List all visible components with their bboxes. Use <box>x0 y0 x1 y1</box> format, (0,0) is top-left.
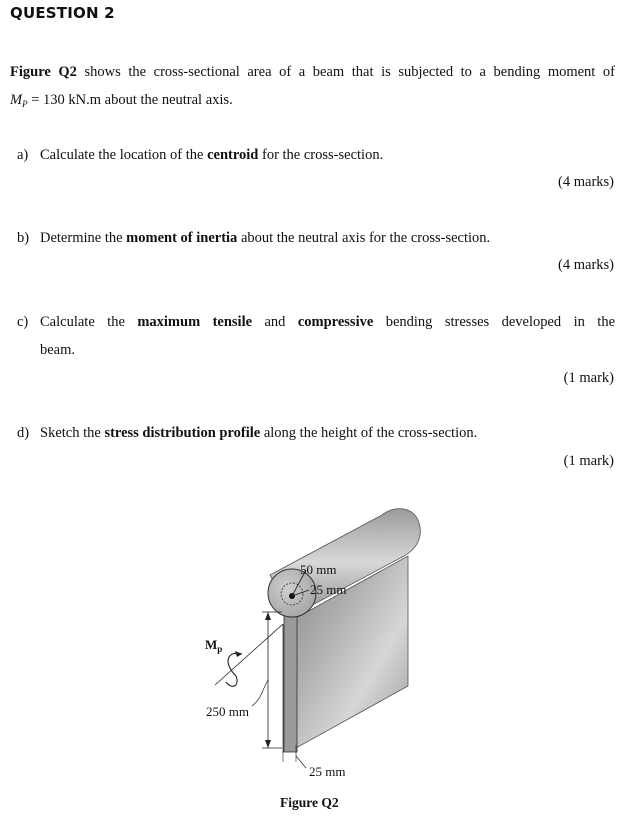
part-a-letter: a) <box>17 147 29 163</box>
part-a-text: Calculate the location of the centroid for the cross-section. <box>40 147 384 163</box>
height-leader <box>252 680 268 706</box>
dim-thickness-label: 25 mm <box>309 764 346 779</box>
part-c-marks: (1 mark) <box>563 370 614 386</box>
part-c-text-2: beam. <box>40 342 76 358</box>
part-d-marks: (1 mark) <box>563 453 614 469</box>
figure-caption: Figure Q2 <box>280 795 339 810</box>
part-b-marks: (4 marks) <box>558 257 614 273</box>
part-c-letter: c) <box>17 314 29 330</box>
height-arrow-top <box>265 612 271 620</box>
question-heading: QUESTION 2 <box>10 4 115 22</box>
intro-text-1: shows the cross-sectional area of a beam that is subjected to a bending moment of <box>76 64 615 80</box>
moment-axis <box>215 624 283 685</box>
mp-subscript: P <box>22 99 28 109</box>
moment-arrow <box>226 653 242 686</box>
moment-arrowhead <box>235 651 242 657</box>
plate-end-face <box>284 606 297 752</box>
intro-text-2: = 130 kN.m about the neutral axis. <box>27 92 233 108</box>
height-arrow-bottom <box>265 740 271 748</box>
part-b-text: Determine the moment of inertia about the neutral axis for the cross-section. <box>40 230 491 246</box>
part-d-text: Sketch the stress distribution profile along the height of the cross-section. <box>40 425 478 441</box>
part-b-keyword: moment of inertia <box>126 230 238 246</box>
part-c-text: Calculate the maximum tensile and compressive bending stresses developed in the <box>40 314 616 330</box>
mp-symbol: M <box>10 92 23 108</box>
part-a-keyword: centroid <box>207 147 259 163</box>
part-c-keyword-2: compressive <box>297 314 374 330</box>
part-d-keyword: stress distribution profile <box>104 425 261 441</box>
part-c-keyword-1: maximum tensile <box>137 314 253 330</box>
part-a-marks: (4 marks) <box>558 174 614 190</box>
intro-line-2 <box>10 91 233 113</box>
dim-height-label: 250 mm <box>206 704 249 719</box>
figure-reference: Figure Q2 <box>10 64 77 80</box>
part-b-letter: b) <box>17 230 30 246</box>
part-d-letter: d) <box>17 425 30 441</box>
dim-outer-label: 50 mm <box>300 562 337 577</box>
dim-inner-label: 25 mm <box>310 582 347 597</box>
thickness-leader <box>296 756 306 768</box>
intro-line-1 <box>10 63 615 81</box>
moment-label: $M_p$ <box>205 637 223 654</box>
